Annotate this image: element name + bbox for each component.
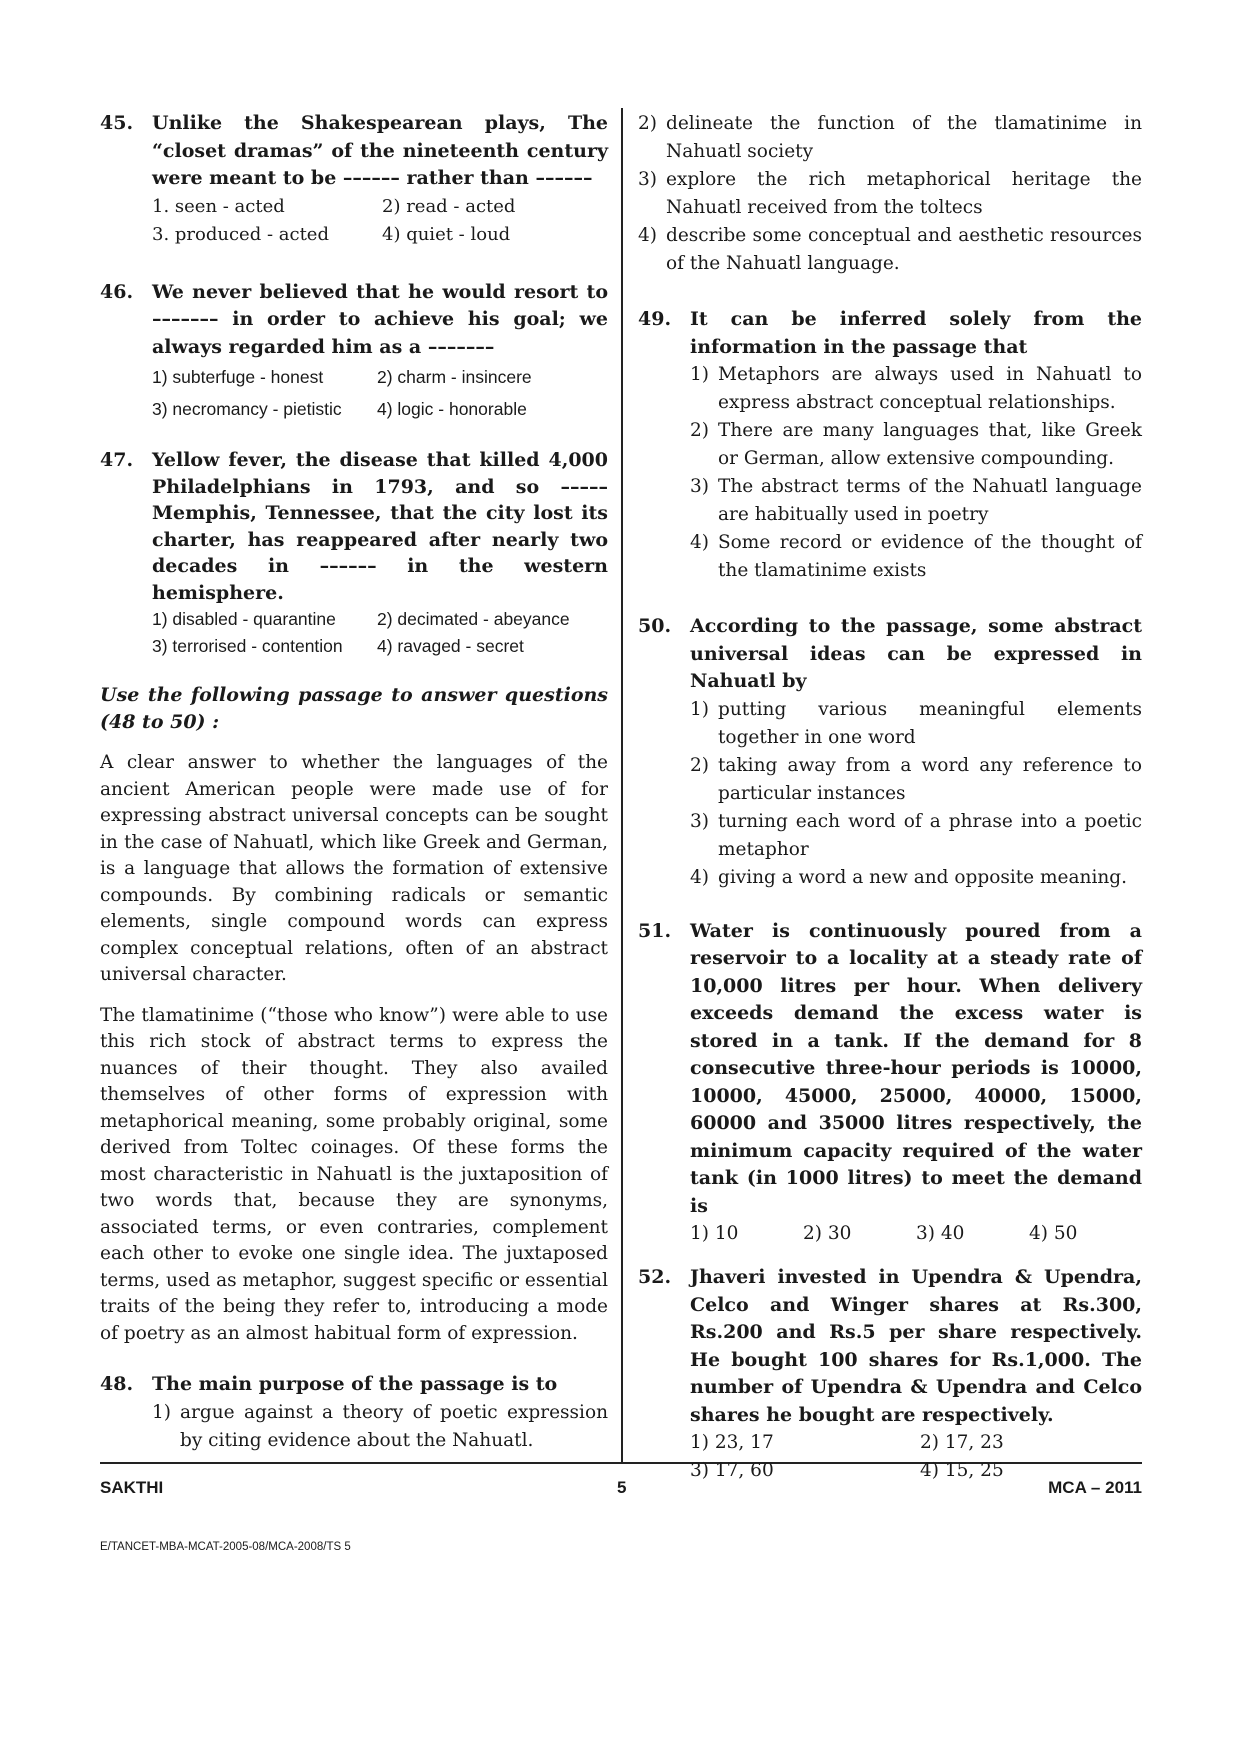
- option-1: 1) 10: [690, 1223, 739, 1244]
- question-49: [638, 306, 1142, 585]
- question-text: According to the passage, some abstract universal ideas can be expressed in Nahuatl by: [690, 615, 1142, 692]
- option-4: 4) 50: [1029, 1223, 1078, 1244]
- question-text: The main purpose of the passage is to: [152, 1373, 558, 1395]
- option-1: 1) disabled - quarantine: [152, 609, 336, 629]
- option-2: 2) read - acted: [382, 195, 516, 217]
- footer-exam: MCA – 2011: [1048, 1478, 1142, 1497]
- left-column: [100, 110, 608, 1477]
- option-4: 4) ravaged - secret: [377, 636, 524, 656]
- question-text: It can be inferred solely from the information in the passage that: [690, 308, 1142, 358]
- option-1: 1) argue against a theory of poetic expression by citing evidence about the Nahuatl.: [152, 1401, 608, 1451]
- option-4: 4) 15, 25: [920, 1460, 1004, 1481]
- question-number: 49.: [638, 308, 672, 330]
- question-number: 47.: [100, 449, 134, 471]
- question-48: [100, 1371, 608, 1455]
- option-4: 4) logic - honorable: [377, 399, 527, 419]
- option-4: 4) quiet - loud: [382, 223, 511, 245]
- option-3: 3) 40: [916, 1223, 965, 1244]
- question-number: 51.: [638, 919, 672, 942]
- option-1: 1. seen - acted: [152, 195, 285, 217]
- question-text: Water is continuously poured from a reservoir to a locality at a steady rate of 10,000 litres per hour. When delivery exceeds demand the excess water is stored in a tank. If the demand for 8 consecutive three-hour periods is 10000, 10000, 45000, 25000, 40000, 15000, 60000 and 35000 litres respectively, the minimum capacity required of the water tank (in 1000 litres) to meet the demand is: [690, 919, 1142, 1217]
- option-2: 2) There are many languages that, like Greek or German, allow extensive compounding.: [690, 420, 1142, 469]
- option-4: 4) describe some conceptual and aesthetic resources of the Nahuatl language.: [638, 225, 1142, 274]
- question-50: [638, 613, 1142, 892]
- question-number: 50.: [638, 615, 672, 637]
- option-1: 1) subterfuge - honest: [152, 367, 324, 387]
- page-number: 5: [617, 1478, 627, 1497]
- question-text: We never believed that he would resort to ––––––– in order to achieve his goal; we always regarded him as a –––––––: [152, 280, 608, 358]
- question-text: Unlike the Shakespearean plays, The “closet dramas” of the nineteenth century were meant to be –––––– rather than ––––––: [152, 112, 608, 189]
- option-1: 1) putting various meaningful elements together in one word: [690, 698, 1142, 748]
- question-46: [100, 279, 608, 426]
- option-2: 2) 17, 23: [920, 1432, 1004, 1453]
- passage-heading: Use the following passage to answer questions (48 to 50) :: [100, 684, 608, 733]
- document-code: E/TANCET-MBA-MCAT-2005-08/MCA-2008/TS 5: [100, 1541, 351, 1553]
- question-number: 52.: [638, 1266, 672, 1288]
- option-3: 3) 17, 60: [690, 1460, 774, 1481]
- question-number: 46.: [100, 280, 134, 303]
- option-4: 4) Some record or evidence of the thought of the tlamatinime exists: [690, 532, 1142, 581]
- option-3: 3) necromancy - pietistic: [152, 399, 342, 419]
- question-45: [100, 110, 608, 249]
- option-2: 2) decimated - abeyance: [377, 609, 570, 629]
- question-51: [638, 918, 1142, 1249]
- passage-paragraph-2: The tlamatinime (“those who know”) were able to use this rich stock of abstract terms to express the nuances of their thought. They also availed themselves of other forms of expression with metaphorical meaning, some probably original, some derived from Toltec coinages. Of these forms the most characteristic in Nahuatl is the juxtaposition of two words that, because they are synonyms, associated terms, or even contraries, complement each other to evoke one single idea. The juxtaposed terms, used as metaphor, suggest specific or essential traits of the being they refer to, introducing a mode of poetry as an almost habitual form of expression.: [100, 1004, 608, 1344]
- question-text: Yellow fever, the disease that killed 4,000 Philadelphians in 1793, and so ––––– Memphis, Tennessee, that the city lost its charter, has reappeared after nearly two decades in –––––– in the western hemisphere.: [152, 449, 608, 604]
- passage-paragraph-1: A clear answer to whether the languages of the ancient American people were made use of for expressing abstract universal concepts can be sought in the case of Nahuatl, which like Greek and German, is a language that allows the formation of extensive compounds. By combining radicals or semantic elements, single compound words can express complex conceptual relations, often of an abstract universal character.: [100, 752, 608, 985]
- option-3: 3) The abstract terms of the Nahuatl language are habitually used in poetry: [690, 476, 1142, 525]
- option-2: 2) taking away from a word any reference to particular instances: [690, 754, 1142, 804]
- question-52: [638, 1264, 1142, 1485]
- question-number: 48.: [100, 1373, 134, 1395]
- question-48-continued: [638, 110, 1142, 278]
- option-2: 2) delineate the function of the tlamatinime in Nahuatl society: [638, 113, 1142, 162]
- option-3: 3) turning each word of a phrase into a poetic metaphor: [690, 810, 1142, 860]
- column-divider: [621, 108, 623, 1463]
- question-47: [100, 447, 608, 660]
- footer-publisher: SAKTHI: [100, 1478, 164, 1497]
- question-text: Jhaveri invested in Upendra & Upendra, Celco and Winger shares at Rs.300, Rs.200 and Rs.5 per share respectively. He bought 100 shares for Rs.1,000. The number of Upendra & Upendra and Celco shares he bought are respectively.: [690, 1266, 1142, 1426]
- option-1: 1) Metaphors are always used in Nahuatl to express abstract conceptual relationships.: [690, 364, 1142, 413]
- option-1: 1) 23, 17: [690, 1432, 774, 1453]
- option-3: 3. produced - acted: [152, 223, 329, 245]
- right-column: [638, 110, 1142, 1507]
- option-3: 3) explore the rich metaphorical heritage the Nahuatl received from the toltecs: [638, 169, 1142, 218]
- option-2: 2) 30: [803, 1223, 852, 1244]
- option-3: 3) terrorised - contention: [152, 636, 343, 656]
- option-4: 4) giving a word a new and opposite meaning.: [690, 866, 1127, 888]
- option-2: 2) charm - insincere: [377, 367, 532, 387]
- question-number: 45.: [100, 112, 134, 134]
